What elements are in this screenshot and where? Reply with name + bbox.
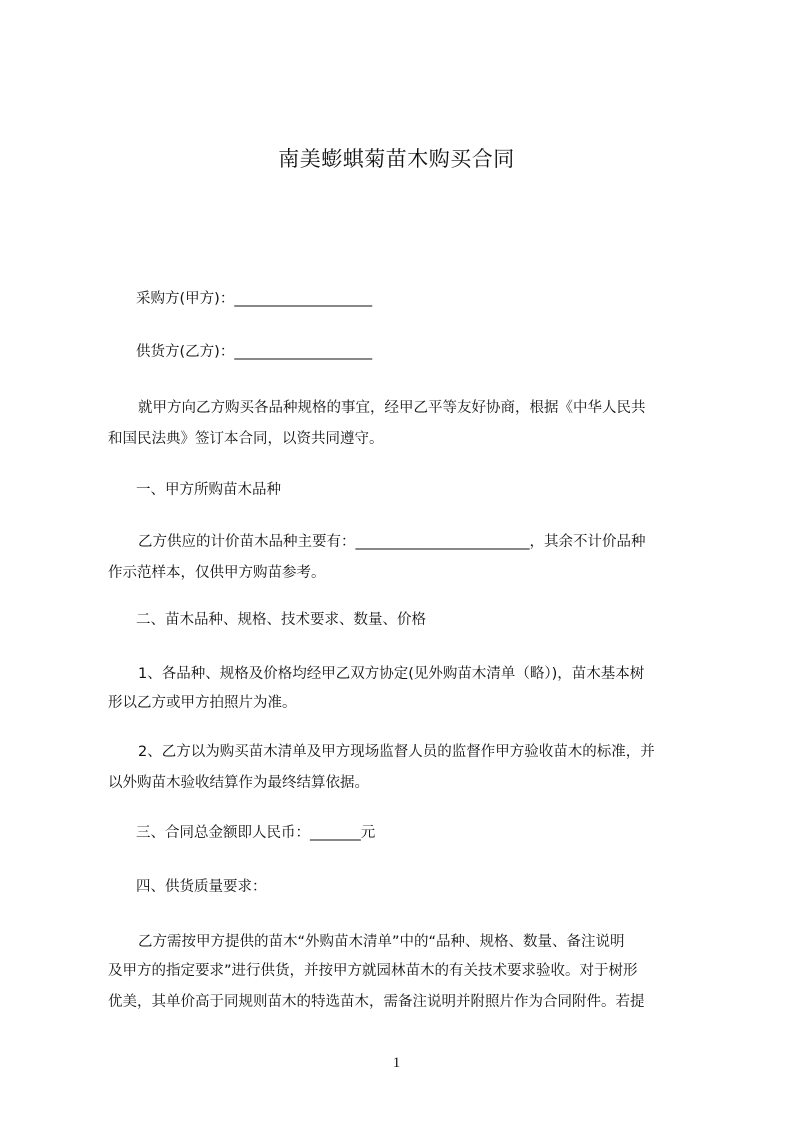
section-4-line-2: 及甲方的指定要求”进行供货，并按甲方就园林苗木的有关技术要求验收。对于树形	[108, 963, 638, 979]
page-number: 1	[392, 1055, 401, 1071]
section-2-item-1-line-1: 1、各品种、规格及价格均经甲乙双方协定(见外购苗木清单（略）)，苗木基本树	[138, 666, 645, 682]
document-title: 南美蟛蜞菊苗木购买合同	[278, 147, 515, 171]
section-1-heading: 一、甲方所购苗木品种	[136, 482, 281, 498]
intro-paragraph-line-1: 就甲方向乙方购买各品种规格的事宜，经甲乙平等友好协商，根据《中华人民共	[138, 400, 646, 416]
section-1-line-1: 乙方供应的计价苗木品种主要有：________________________，其余不计价品种	[138, 534, 646, 550]
section-4-line-1: 乙方需按甲方提供的苗木“外购苗木清单”中的“品种、规格、数量、备注说明	[138, 934, 625, 950]
section-3-heading: 三、合同总金额即人民币：_______元	[136, 825, 376, 841]
party-b-line: 供货方(乙方)：___________________	[136, 344, 373, 360]
section-2-item-1-line-2: 形以乙方或甲方拍照片为准。	[108, 695, 297, 711]
party-a-line: 采购方(甲方)：___________________	[136, 291, 373, 307]
section-4-heading: 四、供货质量要求：	[136, 879, 267, 895]
section-2-item-2-line-1: 2、乙方以为购买苗木清单及甲方现场监督人员的监督作甲方验收苗木的标准，并	[138, 744, 655, 760]
section-2-item-2-line-2: 以外购苗木验收结算作为最终结算依据。	[108, 775, 369, 791]
intro-paragraph-line-2: 和国民法典》签订本合同，以资共同遵守。	[108, 431, 384, 447]
section-4-line-3: 优美，其单价高于同规则苗木的特选苗木，需备注说明并附照片作为合同附件。若提	[108, 994, 645, 1010]
section-2-heading: 二、苗木品种、规格、技术要求、数量、价格	[136, 612, 426, 628]
section-1-line-2: 作示范样本，仅供甲方购苗参考。	[108, 565, 326, 581]
